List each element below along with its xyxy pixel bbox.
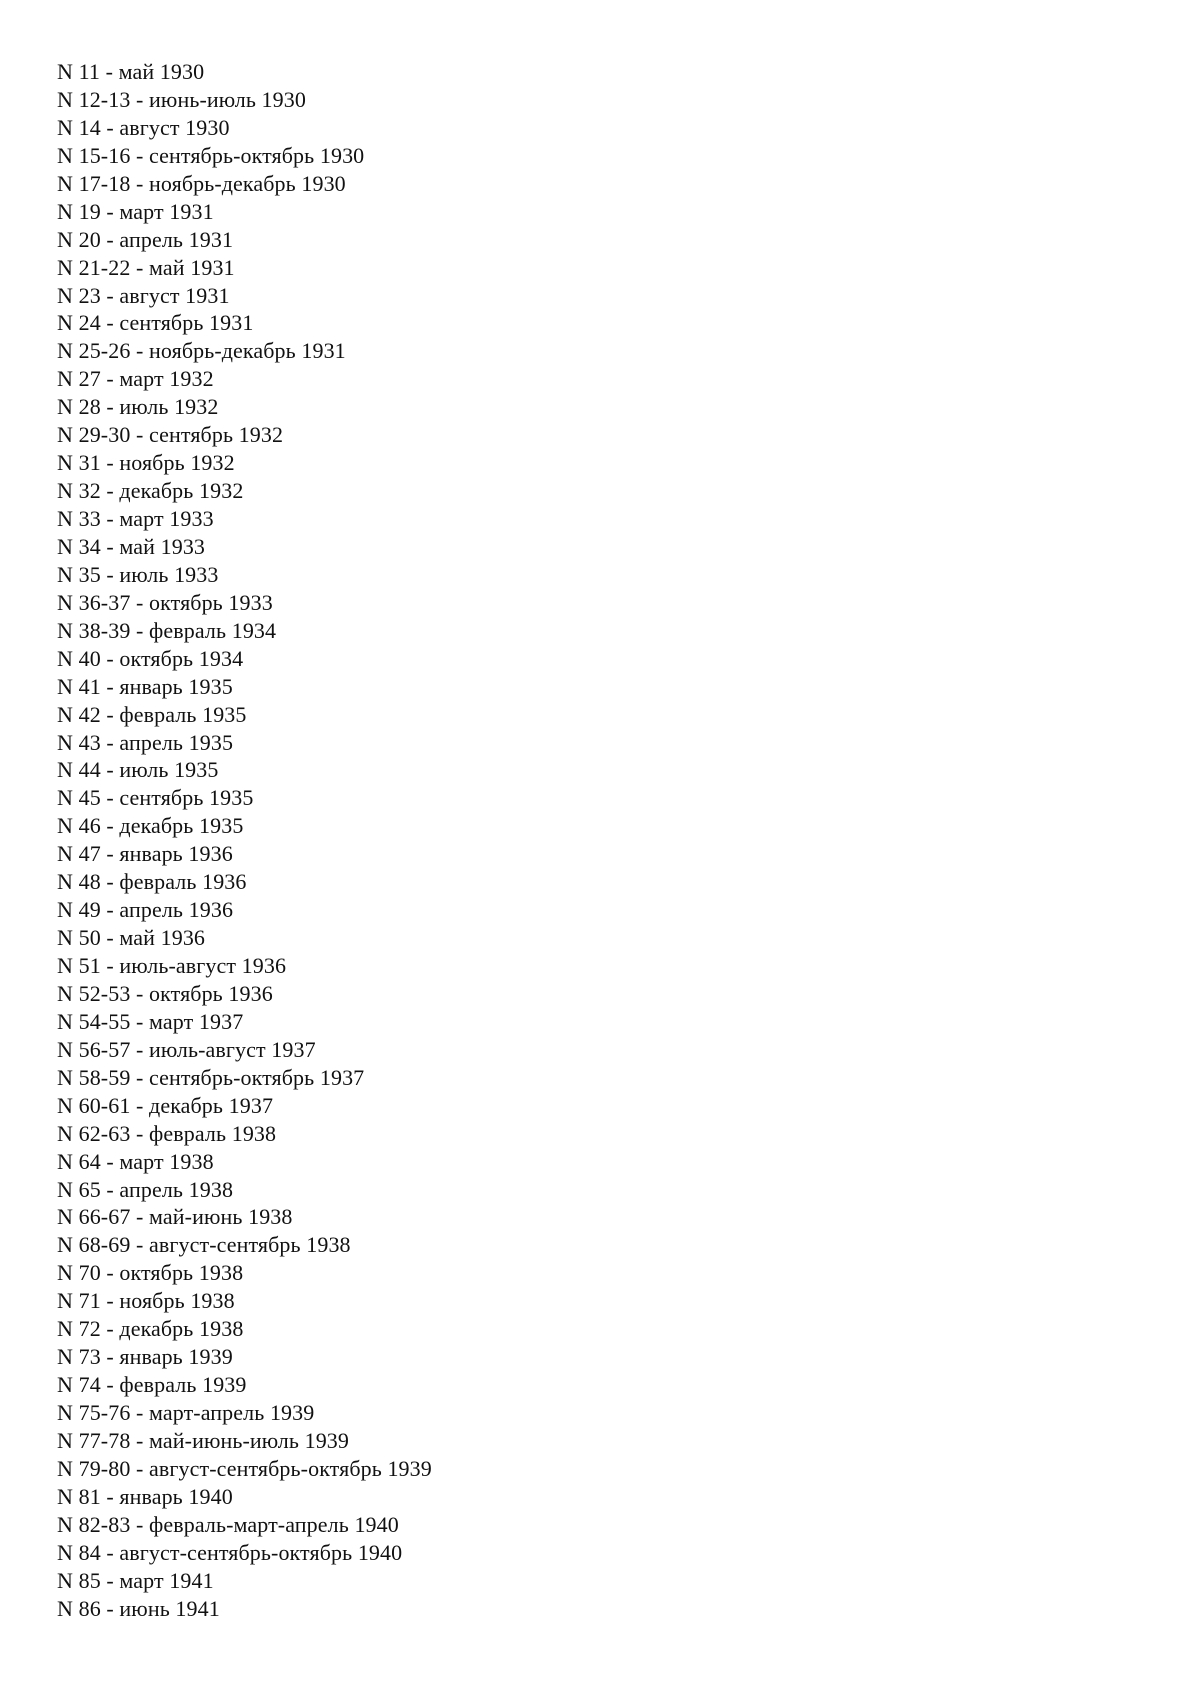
issue-entry: N 65 - апрель 1938 bbox=[57, 1176, 234, 1202]
issue-entry: N 41 - январь 1935 bbox=[57, 673, 233, 699]
issue-entry: N 36-37 - октябрь 1933 bbox=[57, 589, 273, 615]
issue-entry: N 23 - август 1931 bbox=[57, 282, 230, 308]
issue-entry: N 62-63 - февраль 1938 bbox=[57, 1120, 277, 1146]
issue-entry: N 19 - март 1931 bbox=[57, 198, 214, 224]
issue-entry: N 60-61 - декабрь 1937 bbox=[57, 1092, 274, 1118]
issue-entry: N 27 - март 1932 bbox=[57, 366, 214, 392]
issue-entry: N 72 - декабрь 1938 bbox=[57, 1316, 244, 1342]
issue-entry: N 79-80 - август-сентябрь-октябрь 1939 bbox=[57, 1455, 432, 1481]
issue-entry: N 73 - январь 1939 bbox=[57, 1344, 233, 1370]
issue-entry: N 48 - февраль 1936 bbox=[57, 869, 247, 895]
issue-list bbox=[57, 58, 432, 1623]
issue-entry: N 75-76 - март-апрель 1939 bbox=[57, 1400, 315, 1425]
issue-entry: N 66-67 - май-июнь 1938 bbox=[57, 1204, 293, 1230]
issue-entry: N 74 - февраль 1939 bbox=[57, 1372, 247, 1398]
issue-entry: N 54-55 - март 1937 bbox=[57, 1008, 244, 1034]
issue-entry: N 84 - август-сентябрь-октябрь 1940 bbox=[57, 1539, 403, 1565]
issue-entry: N 31 - ноябрь 1932 bbox=[57, 450, 235, 476]
issue-entry: N 49 - апрель 1936 bbox=[57, 897, 234, 923]
issue-entry: N 64 - март 1938 bbox=[57, 1148, 214, 1174]
issue-entry: N 12-13 - июнь-июль 1930 bbox=[57, 86, 306, 112]
issue-entry: N 86 - июнь 1941 bbox=[57, 1595, 220, 1621]
issue-entry: N 52-53 - октябрь 1936 bbox=[57, 980, 273, 1006]
issue-entry: N 45 - сентябрь 1935 bbox=[57, 785, 254, 811]
issue-entry: N 25-26 - ноябрь-декабрь 1931 bbox=[57, 338, 346, 364]
issue-entry: N 51 - июль-август 1936 bbox=[57, 953, 287, 978]
issue-entry: N 17-18 - ноябрь-декабрь 1930 bbox=[57, 170, 346, 196]
issue-entry: N 40 - октябрь 1934 bbox=[57, 645, 244, 671]
issue-entry: N 56-57 - июль-август 1937 bbox=[57, 1036, 316, 1062]
issue-entry: N 33 - март 1933 bbox=[57, 506, 214, 531]
issue-entry: N 35 - июль 1933 bbox=[57, 561, 219, 587]
issue-entry: N 34 - май 1933 bbox=[57, 533, 206, 559]
issue-entry: N 71 - ноябрь 1938 bbox=[57, 1288, 235, 1314]
issue-entry: N 50 - май 1936 bbox=[57, 925, 206, 951]
issue-entry: N 58-59 - сентябрь-октябрь 1937 bbox=[57, 1064, 365, 1090]
issue-entry: N 82-83 - февраль-март-апрель 1940 bbox=[57, 1511, 399, 1537]
issue-entry: N 42 - февраль 1935 bbox=[57, 701, 247, 727]
issue-entry: N 15-16 - сентябрь-октябрь 1930 bbox=[57, 142, 365, 168]
issue-entry: N 44 - июль 1935 bbox=[57, 757, 219, 783]
issue-entry: N 11 - май 1930 bbox=[57, 59, 205, 84]
issue-entry: N 14 - август 1930 bbox=[57, 114, 230, 140]
issue-entry: N 21-22 - май 1931 bbox=[57, 254, 235, 280]
issue-entry: N 85 - март 1941 bbox=[57, 1567, 214, 1593]
issue-entry: N 70 - октябрь 1938 bbox=[57, 1260, 244, 1286]
issue-entry: N 20 - апрель 1931 bbox=[57, 226, 234, 252]
issue-entry: N 28 - июль 1932 bbox=[57, 394, 219, 420]
issue-entry: N 47 - январь 1936 bbox=[57, 841, 233, 867]
issue-entry: N 43 - апрель 1935 bbox=[57, 729, 234, 755]
issue-entry: N 68-69 - август-сентябрь 1938 bbox=[57, 1232, 351, 1258]
issue-entry: N 38-39 - февраль 1934 bbox=[57, 617, 277, 643]
issue-entry: N 81 - январь 1940 bbox=[57, 1483, 233, 1509]
issue-entry: N 46 - декабрь 1935 bbox=[57, 813, 244, 839]
issue-entry: N 32 - декабрь 1932 bbox=[57, 478, 244, 504]
issue-entry: N 77-78 - май-июнь-июль 1939 bbox=[57, 1427, 349, 1453]
issue-entry: N 24 - сентябрь 1931 bbox=[57, 310, 254, 336]
issue-entry: N 29-30 - сентябрь 1932 bbox=[57, 422, 284, 448]
